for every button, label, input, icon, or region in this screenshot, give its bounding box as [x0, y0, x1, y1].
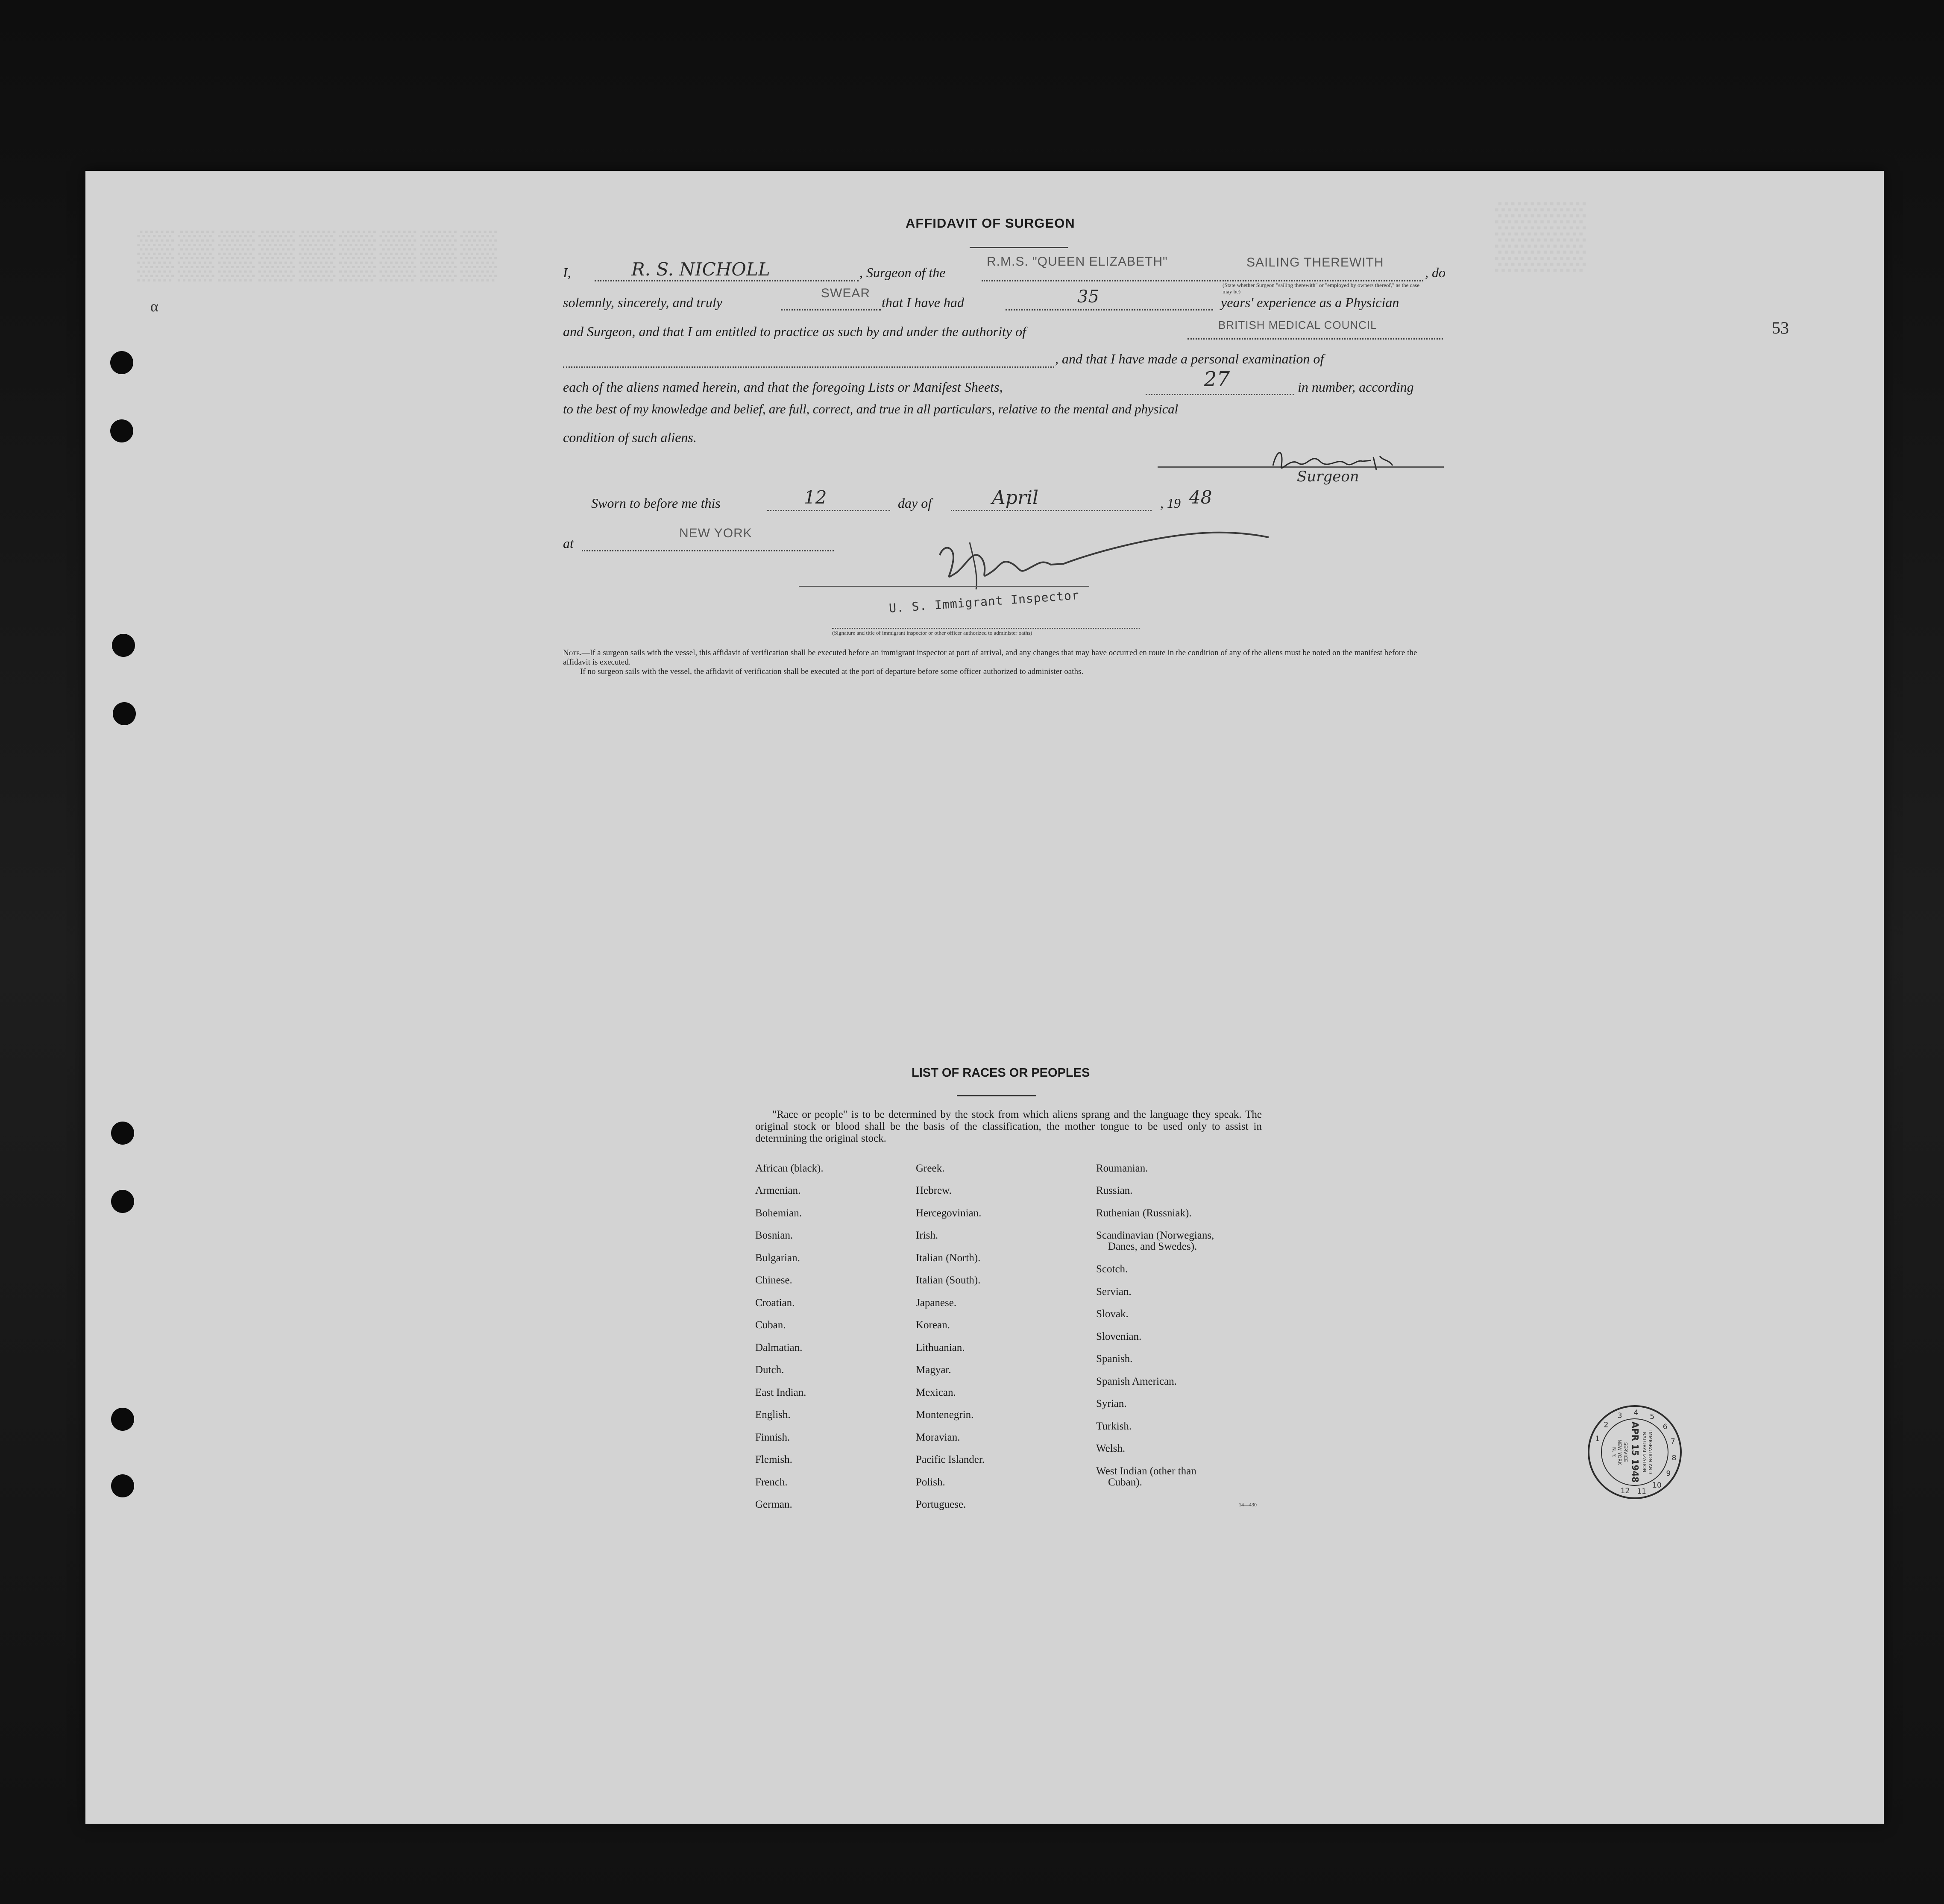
race-item: Scandinavian (Norwegians, [1096, 1230, 1214, 1241]
affidavit-line-2-pre: solemnly, sincerely, and truly [563, 295, 722, 310]
manifest-sheet-count: 27 [1204, 367, 1230, 391]
stamp-ring-digit: 1 [1595, 1435, 1600, 1444]
punch-hole [111, 1190, 134, 1213]
race-item: Italian (South). [916, 1274, 981, 1286]
race-item: Spanish. [1096, 1353, 1133, 1365]
race-item: Chinese. [755, 1274, 792, 1286]
stamp-ring-digit: 5 [1650, 1412, 1655, 1421]
races-title-rule [957, 1095, 1036, 1096]
note-text-2: If no surgeon sails with the vessel, the affidavit of verification shall be executed at the port of departure before some officer authorized to administer oaths. [580, 667, 1084, 676]
race-item: Slovenian. [1096, 1331, 1142, 1342]
affidavit-line-5-post: in number, according [1298, 379, 1414, 395]
race-item: Dutch. [755, 1364, 784, 1376]
race-item: Magyar. [916, 1364, 951, 1376]
inspector-title-stamp: U. S. Immigrant Inspector [888, 588, 1080, 615]
race-item: Hebrew. [916, 1185, 952, 1196]
race-item: French. [755, 1476, 788, 1488]
race-item: Cuban. [755, 1319, 786, 1331]
affidavit-line-6: to the best of my knowledge and belief, are full, correct, and true in all particulars, relative to the mental and physical [563, 401, 1178, 416]
punch-hole [110, 351, 133, 374]
stamp-ring-digit: 10 [1652, 1481, 1662, 1490]
inspector-caption: (Signature and title of immigrant inspector or other officer authorized to administer oaths) [832, 630, 1032, 636]
note-label: Note. [563, 648, 582, 657]
sworn-mid: day of [898, 495, 932, 511]
stamp-ring-digit: 4 [1633, 1409, 1639, 1418]
sailing-note: (State whether Surgeon "sailing therewith" or "employed by owners thereof," as the case may be) [1223, 282, 1420, 295]
race-item: Dalmatian. [755, 1342, 803, 1353]
surgeon-title-handwritten: Surgeon [1297, 468, 1359, 485]
at-label: at [563, 536, 574, 551]
stamp-date: APR 15 1948 [1630, 1421, 1640, 1483]
sheets-blank [1146, 394, 1294, 395]
stamp-ring-digit: 12 [1620, 1487, 1630, 1496]
race-item: Ruthenian (Russniak). [1096, 1207, 1192, 1219]
stamp-ring-digit: 2 [1604, 1421, 1609, 1429]
affidavit-line-1-post: , do [1425, 265, 1446, 280]
stamp-ring-digit: 9 [1666, 1469, 1671, 1478]
stamp-ring-digit: 7 [1670, 1437, 1675, 1446]
sworn-year: 48 [1189, 487, 1212, 508]
race-item: Montenegrin. [916, 1409, 974, 1421]
races-title: LIST OF RACES OR PEOPLES [912, 1066, 1090, 1080]
years-experience: 35 [1077, 287, 1099, 307]
licensing-authority: BRITISH MEDICAL COUNCIL [1218, 319, 1377, 331]
stamp-line-2: NATURALIZATION [1642, 1432, 1647, 1473]
bleed-through-numeral: ▒▒ [1495, 197, 1586, 269]
affidavit-title: AFFIDAVIT OF SURGEON [906, 216, 1075, 231]
race-item: English. [755, 1409, 791, 1421]
sworn-day: 12 [804, 487, 827, 508]
place-blank [582, 550, 834, 551]
race-item: Russian. [1096, 1185, 1133, 1196]
form-number: 14—430 [1239, 1502, 1257, 1508]
affidavit-line-4: , and that I have made a personal examination of [1055, 351, 1324, 366]
race-item: Italian (North). [916, 1252, 981, 1264]
stamp-line-5: N. Y. [1611, 1447, 1617, 1457]
authority-blank [1188, 338, 1443, 340]
surgeon-name: R. S. NICHOLL [631, 259, 770, 280]
race-item: Welsh. [1096, 1443, 1126, 1454]
race-item: Korean. [916, 1319, 950, 1331]
page-number: 53 [1772, 318, 1789, 337]
affidavit-line-5-pre: each of the aliens named herein, and that the foregoing Lists or Manifest Sheets, [563, 379, 1003, 395]
affidavit-line-7: condition of such aliens. [563, 430, 697, 445]
punch-hole [113, 702, 136, 725]
stamp-ring-digit: 11 [1637, 1487, 1646, 1496]
race-item: Servian. [1096, 1286, 1132, 1298]
sworn-month: April [992, 487, 1039, 509]
race-item: Irish. [916, 1230, 938, 1241]
race-item: East Indian. [755, 1387, 806, 1398]
bleed-through-text: ▒▒▒▒▒▒▒▒▒ [137, 227, 501, 280]
stamp-line-1: IMMIGRATION AND [1648, 1430, 1653, 1474]
race-item: Turkish. [1096, 1421, 1132, 1432]
affidavit-line-2-post: years' experience as a Physician [1221, 295, 1399, 310]
sworn-post: , 19 [1160, 495, 1181, 511]
note-text: —If a surgeon sails with the vessel, this affidavit of verification shall be executed before an immigrant inspector at port of arrival, and any changes that may have occurred en route in the condition of any of the aliens must be noted on the manifest before the affidavit is executed. [563, 648, 1417, 667]
day-blank [767, 510, 890, 511]
race-item: Scotch. [1096, 1263, 1128, 1275]
inspector-caption-line [832, 628, 1140, 629]
race-item: German. [755, 1499, 792, 1510]
race-item: Armenian. [755, 1185, 801, 1196]
race-item: Flemish. [755, 1454, 792, 1465]
manifest-sheet [85, 171, 1884, 1824]
affidavit-line-1-pre: I, [563, 265, 571, 280]
race-item: Syrian. [1096, 1398, 1127, 1409]
race-item: Moravian. [916, 1432, 960, 1443]
punch-hole [111, 1408, 134, 1431]
punch-hole [111, 1122, 134, 1145]
race-item: Finnish. [755, 1432, 790, 1443]
race-item: Hercegovinian. [916, 1207, 982, 1219]
race-item: Spanish American. [1096, 1376, 1177, 1387]
sworn-pre: Sworn to before me this [591, 495, 721, 511]
race-item: Polish. [916, 1476, 945, 1488]
sailing-blank [1223, 280, 1423, 281]
oath-blank [781, 309, 881, 310]
race-item: Portuguese. [916, 1499, 966, 1510]
race-item: West Indian (other than [1096, 1465, 1196, 1477]
race-item: African (black). [755, 1163, 824, 1174]
race-item: Lithuanian. [916, 1342, 965, 1353]
stamp-line-4: NEW YORK [1617, 1439, 1622, 1465]
stamp-ring-digit: 3 [1617, 1411, 1622, 1420]
race-item: Roumanian. [1096, 1163, 1148, 1174]
month-blank [951, 510, 1152, 511]
affidavit-line-2-mid: that I have had [882, 295, 964, 310]
corner-mark: α [150, 298, 158, 315]
sailing-status: SAILING THEREWITH [1246, 255, 1384, 269]
authority-continuation-blank [563, 366, 1054, 368]
stamp-ring-digit: 6 [1663, 1423, 1668, 1432]
title-rule [970, 247, 1068, 248]
oath-word: SWEAR [821, 286, 871, 300]
race-item: Bohemian. [755, 1207, 802, 1219]
inspector-signature-line [799, 586, 1089, 587]
stamp-line-3: SERVICE [1623, 1442, 1628, 1462]
affidavit-line-3: and Surgeon, and that I am entitled to practice as such by and under the authority of [563, 324, 1026, 339]
punch-hole [112, 634, 135, 657]
immigration-date-stamp [1586, 1403, 1684, 1501]
sworn-place: NEW YORK [679, 526, 752, 540]
years-blank [1006, 309, 1213, 310]
stamp-ring-digit: 8 [1671, 1453, 1677, 1462]
race-item: Bulgarian. [755, 1252, 800, 1264]
race-item: Greek. [916, 1163, 945, 1174]
race-item: Japanese. [916, 1297, 957, 1309]
race-item: Danes, and Swedes). [1108, 1241, 1197, 1252]
inspector-signature-scrawl [927, 517, 1277, 602]
race-item: Cuban). [1108, 1476, 1142, 1488]
punch-hole [110, 419, 133, 442]
affidavit-line-1-mid: , Surgeon of the [859, 265, 946, 280]
vessel-name: R.M.S. "QUEEN ELIZABETH" [987, 255, 1168, 269]
vessel-blank [982, 280, 1221, 281]
race-item: Croatian. [755, 1297, 795, 1309]
surgeon-name-blank [595, 280, 859, 281]
punch-hole [111, 1474, 134, 1497]
race-item: Bosnian. [755, 1230, 793, 1241]
races-intro: "Race or people" is to be determined by the stock from which aliens sprang and the language they speak. The original stock or blood shall be the basis of the classification, the mother tongue to be used only to assist in determining the original stock. [755, 1109, 1262, 1144]
race-item: Slovak. [1096, 1308, 1129, 1320]
race-item: Mexican. [916, 1387, 956, 1398]
race-item: Pacific Islander. [916, 1454, 985, 1465]
affidavit-note [563, 648, 1443, 677]
